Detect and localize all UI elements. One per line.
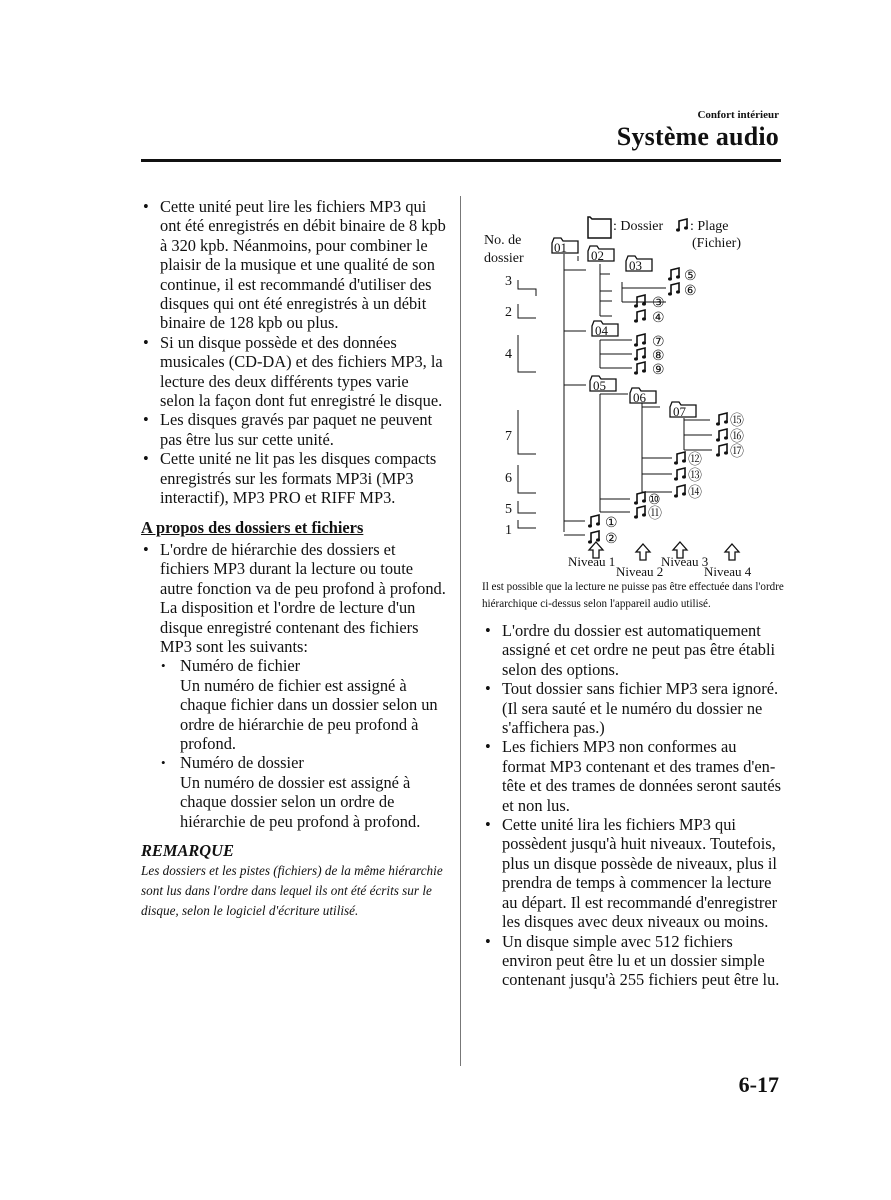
svg-text:⑩: ⑩: [648, 493, 661, 508]
sub-item-title: • Numéro de dossier: [180, 753, 304, 773]
track-10: [634, 492, 661, 508]
column-divider: [460, 196, 461, 1066]
track-14: [674, 485, 702, 501]
order-number: 2: [505, 305, 512, 320]
folder-label: 04: [595, 323, 608, 338]
level-label: Niveau 2: [616, 564, 664, 579]
order-number: 4: [505, 347, 512, 362]
order-number: 5: [505, 502, 512, 517]
track-16: [716, 429, 744, 445]
folder-05: [590, 376, 616, 393]
bullet-item: • Cette unité ne lit pas les disques compacts enregistrés sur les formats MP3i (MP3 interactif), MP3 PRO et RIFF MP3.: [141, 449, 446, 507]
right-column: [483, 621, 783, 990]
bullet-item: • Cette unité lira les fichiers MP3 qui possèdent jusqu'à huit niveaux. Toutefois, plus un disque possède de niveaux, plus il prendra de temps à commencer la lecture au départ. Il est recommandé d'enregistrer les disques avec deux niveaux ou moins.: [483, 815, 783, 931]
bullet-item: • Cette unité peut lire les fichiers MP3 qui ont été enregistrés en débit binaire de 8 kpb à 320 kpb. Néanmoins, pour combiner le plaisir de la musique et une qualité de son continue, il est recommandé d'utiliser des disques qui ont été enregistrés à un débit binaire de 128 kpb ou plus.: [141, 197, 446, 333]
order-number: 7: [505, 429, 512, 444]
sub-bullet-item: [160, 656, 446, 753]
page-title: Système audio: [616, 122, 779, 151]
track-5: [668, 268, 697, 284]
track-icon: [676, 219, 688, 232]
bullet-item: • Tout dossier sans fichier MP3 sera ignoré. (Il sera sauté et le numéro du dossier ne s'affichera pas.): [483, 679, 783, 737]
section-header: Confort intérieur: [697, 109, 779, 121]
tracks: [588, 268, 744, 547]
bullet-item: • L'ordre du dossier est automatiquement assigné et cet ordre ne peut pas être établi selon des options.: [483, 621, 783, 679]
svg-text:⑥: ⑥: [684, 284, 697, 299]
track-13: [674, 468, 702, 484]
folder-label: 05: [593, 378, 606, 393]
folder-number-label: No. de: [484, 233, 522, 248]
up-arrow-icon: [725, 544, 739, 560]
folder-03: [626, 256, 652, 273]
bullet-item: [141, 540, 446, 831]
track-12: [674, 452, 702, 468]
level-label: Niveau 3: [661, 554, 709, 569]
svg-text:⑫: ⑫: [688, 453, 702, 468]
up-arrow-icon: [636, 544, 650, 560]
svg-text:③: ③: [652, 296, 665, 311]
folder-02: [588, 246, 614, 263]
folder-07: [670, 402, 696, 419]
track-11: [634, 506, 662, 522]
track-2: [588, 531, 618, 547]
svg-text:⑭: ⑭: [688, 486, 702, 501]
folder-label: 03: [629, 258, 642, 273]
hierarchy-bullet-list: [141, 540, 446, 831]
svg-text:⑯: ⑯: [730, 430, 744, 445]
legend-track-label: : Plage: [690, 219, 729, 234]
bullet-text: L'ordre de hiérarchie des dossiers et fichiers MP3 durant la lecture ou toute autre fonction va de peu profond à profond. La disposition et l'ordre de lecture d'un disque enregistré contenant des fichiers MP3 sont les suivants:: [160, 539, 446, 656]
page-number: 6-17: [738, 1072, 779, 1097]
folder-label: 07: [673, 404, 686, 419]
folder-icon: [588, 217, 611, 238]
order-numbers: [505, 274, 512, 538]
svg-text:⑬: ⑬: [688, 469, 702, 484]
track-9: [634, 362, 665, 378]
bullet-item: • Un disque simple avec 512 fichiers environ peut être lu et un dossier simple contenant jusqu'à 255 fichiers peut être lu.: [483, 932, 783, 990]
subsection-heading: A propos des dossiers et fichiers: [141, 517, 364, 537]
track-6: [668, 283, 697, 299]
track-7: [634, 334, 665, 350]
folder-label: 02: [591, 248, 604, 263]
folder-label: 06: [633, 390, 646, 405]
track-3: [634, 295, 665, 311]
track-1: [588, 515, 618, 531]
left-column: [141, 197, 446, 921]
order-number: 3: [505, 274, 512, 289]
header-rule: [141, 159, 781, 162]
bullet-item: • Si un disque possède et des données musicales (CD-DA) et des fichiers MP3, la lecture des deux différents types varie selon la façon dont fut enregistré le disque.: [141, 333, 446, 411]
track-4: [634, 310, 665, 326]
svg-text:①: ①: [605, 516, 618, 531]
track-8: [634, 348, 665, 364]
track-17: [716, 444, 744, 460]
sub-item-text: Un numéro de dossier est assigné à chaque dossier selon un ordre de hiérarchie de peu profond à profond.: [180, 772, 421, 831]
folder-04: [592, 321, 618, 338]
sub-item-text: Un numéro de fichier est assigné à chaque fichier dans un dossier selon un ordre de hiérarchie de peu profond à profond.: [180, 675, 438, 753]
svg-text:⑦: ⑦: [652, 335, 665, 350]
folder-number-label: dossier: [484, 251, 524, 266]
folder-01: [552, 238, 578, 255]
figure-note: Il est possible que la lecture ne puisse pas être effectuée dans l'ordre hiérarchique ci-dessus selon l'appareil audio utilisé.: [482, 581, 784, 610]
svg-text:⑤: ⑤: [684, 269, 697, 284]
sub-bullet-list: [160, 656, 446, 831]
remark-title: REMARQUE: [141, 841, 234, 860]
folder-06: [630, 388, 656, 405]
sub-item-title: • Numéro de fichier: [180, 656, 301, 676]
remark-text: Les dossiers et les pistes (fichiers) de la même hiérarchie sont lus dans l'ordre dans lequel ils ont été écrits sur le disque, selon le logiciel d'écriture utilisé.: [141, 863, 443, 919]
sub-bullet-item: [160, 753, 446, 831]
svg-text:⑮: ⑮: [730, 414, 744, 429]
order-number: 6: [505, 471, 512, 486]
order-number: 1: [505, 523, 512, 538]
folder-hierarchy-diagram: [480, 208, 780, 580]
svg-text:⑨: ⑨: [652, 363, 665, 378]
legend-folder-label: : Dossier: [613, 219, 664, 234]
bullet-item: • Les disques gravés par paquet ne peuvent pas être lus sur cette unité.: [141, 410, 446, 449]
svg-text:⑰: ⑰: [730, 445, 744, 460]
track-15: [716, 413, 744, 429]
folder-label: 01: [554, 240, 567, 255]
level-label: Niveau 1: [568, 554, 616, 569]
svg-text:⑪: ⑪: [648, 507, 662, 522]
order-brackets: [518, 280, 536, 528]
svg-text:⑧: ⑧: [652, 349, 665, 364]
intro-bullet-list: [141, 197, 446, 508]
right-bullet-list: [483, 621, 783, 990]
svg-text:④: ④: [652, 311, 665, 326]
level-label: Niveau 4: [704, 564, 752, 579]
bullet-item: • Les fichiers MP3 non conformes au format MP3 contenant et des trames d'en-tête et des trames de données seront sautés et non lus.: [483, 737, 783, 815]
legend-track-sub-label: (Fichier): [692, 236, 741, 251]
svg-text:②: ②: [605, 532, 618, 547]
